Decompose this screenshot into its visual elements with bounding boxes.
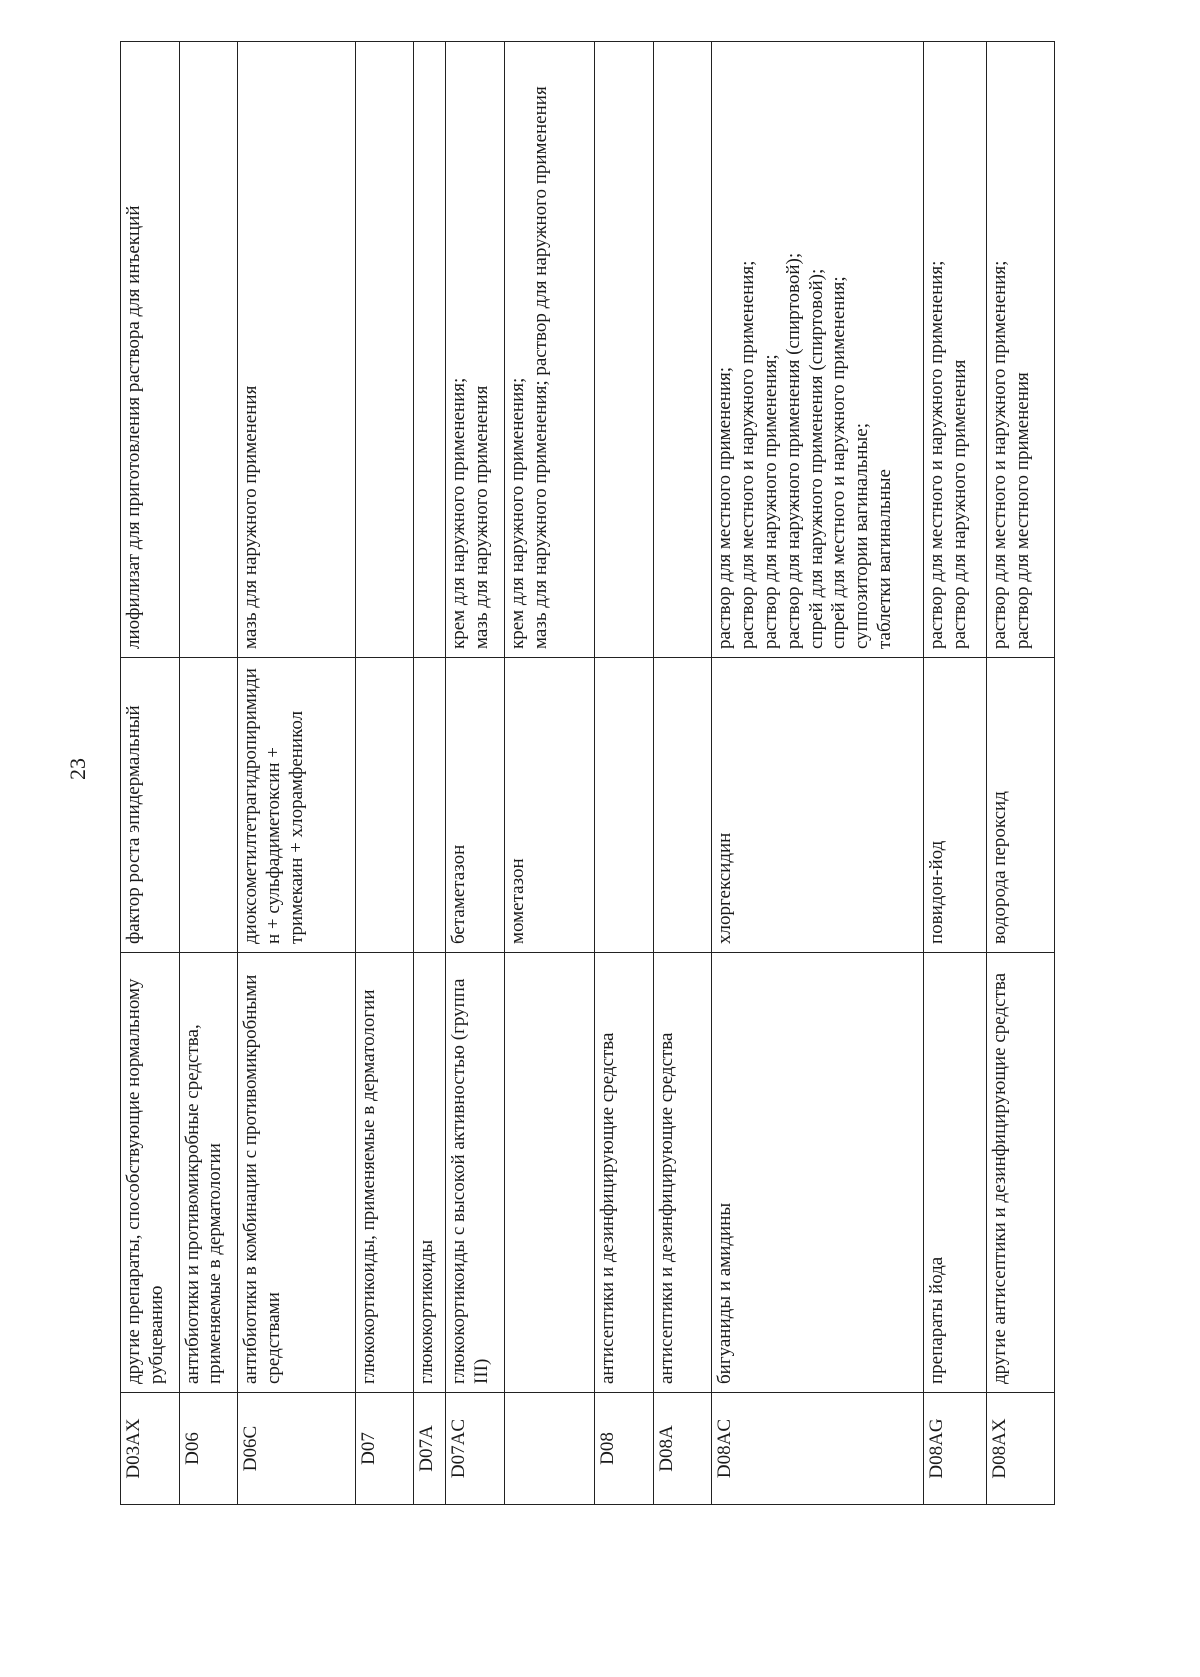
dosage-form-line: мазь для наружного применения (470, 385, 492, 649)
dosage-forms-cell (414, 42, 446, 658)
atc-code-cell: D03AX (121, 1393, 180, 1505)
dosage-form-line: раствор для наружного применения (948, 359, 970, 649)
dosage-forms-cell (355, 42, 414, 658)
dosage-forms-cell (987, 42, 1055, 658)
pharmacological-group-cell: глюкокортикоиды, применяемые в дерматологии (355, 953, 414, 1393)
pharmacological-group-cell: другие антисептики и дезинфицирующие средства (987, 953, 1055, 1393)
dosage-form-line: раствор для местного и наружного применения; (925, 260, 947, 649)
table-row (414, 42, 446, 1505)
pharmacological-group-cell: глюкокортикоиды (414, 953, 446, 1393)
atc-code-cell: D08 (595, 1393, 654, 1505)
dosage-form-line: раствор для местного применения (1011, 372, 1033, 649)
dosage-form-line: крем для наружного применения; (506, 377, 528, 649)
active-substance-cell: бетаметазон (446, 658, 505, 953)
atc-code-cell: D07 (355, 1393, 414, 1505)
active-substance-cell: фактор роста эпидермальный (121, 658, 180, 953)
atc-code-cell: D08AC (712, 1393, 924, 1505)
dosage-forms-cell (712, 42, 924, 658)
atc-code-cell: D08A (653, 1393, 712, 1505)
dosage-form-line: крем для наружного применения; (448, 377, 470, 649)
dosage-forms-cell (504, 42, 594, 658)
drug-table-wrapper (120, 42, 1055, 1505)
pharmacological-group-cell: антибиотики в комбинации с противомикробными средствами (238, 953, 355, 1393)
dosage-forms-cell (595, 42, 654, 658)
atc-code-cell (504, 1393, 594, 1505)
dosage-form-line: раствор для местного применения; (714, 366, 736, 649)
dosage-forms-cell (923, 42, 986, 658)
table-row (653, 42, 712, 1505)
table-row (238, 42, 355, 1505)
pharmacological-group-cell: антисептики и дезинфицирующие средства (653, 953, 712, 1393)
dosage-form-line: мазь для наружного применения; раствор для наружного применения (529, 86, 551, 649)
dosage-form-line: раствор для местного и наружного применения; (989, 260, 1011, 649)
pharmacological-group-cell (504, 953, 594, 1393)
pharmacological-group-cell: антисептики и дезинфицирующие средства (595, 953, 654, 1393)
dosage-form-line: мазь для наружного применения (240, 385, 262, 649)
dosage-form-line: раствор для наружного применения (спиртовой); (782, 252, 804, 649)
dosage-forms-cell (446, 42, 505, 658)
pharmacological-group-cell: препараты йода (923, 953, 986, 1393)
active-substance-cell: диоксометилтетрагидропиримидин + сульфадиметоксин + тримекаин + хлорамфеникол (238, 658, 355, 953)
active-substance-cell: хлоргексидин (712, 658, 924, 953)
dosage-form-line: спрей для местного и наружного применения; (828, 276, 850, 649)
dosage-form-line: лиофилизат для приготовления раствора для инъекций (123, 205, 144, 649)
table-row (179, 42, 238, 1505)
active-substance-cell: мометазон (504, 658, 594, 953)
atc-code-cell: D08AX (987, 1393, 1055, 1505)
dosage-form-line: раствор для наружного применения; (760, 354, 781, 649)
table-row (595, 42, 654, 1505)
active-substance-cell (595, 658, 654, 953)
drug-table (120, 41, 1055, 1505)
active-substance-cell (414, 658, 446, 953)
atc-code-cell: D06C (238, 1393, 355, 1505)
atc-code-cell: D07A (414, 1393, 446, 1505)
dosage-form-line: спрей для наружного применения (спиртовой); (805, 268, 827, 649)
atc-code-cell: D08AG (923, 1393, 986, 1505)
dosage-forms-cell (653, 42, 712, 658)
pharmacological-group-cell: другие препараты, способствующие нормальному рубцеванию (121, 953, 180, 1393)
table-row (121, 42, 180, 1505)
table-row (355, 42, 414, 1505)
pharmacological-group-cell: антибиотики и противомикробные средства, применяемые в дерматологии (179, 953, 238, 1393)
table-row (712, 42, 924, 1505)
active-substance-cell (179, 658, 238, 953)
dosage-forms-cell (121, 42, 180, 658)
dosage-form-line: суппозитории вагинальные; (851, 422, 873, 649)
active-substance-cell: повидон-йод (923, 658, 986, 953)
table-row (504, 42, 594, 1505)
dosage-form-line: раствор для местного и наружного применения; (737, 260, 759, 649)
pharmacological-group-cell: бигуаниды и амидины (712, 953, 924, 1393)
table-row (923, 42, 986, 1505)
active-substance-cell (355, 658, 414, 953)
table-row (987, 42, 1055, 1505)
dosage-forms-cell (179, 42, 238, 658)
drug-table-body (121, 42, 1055, 1505)
table-row (446, 42, 505, 1505)
active-substance-cell (653, 658, 712, 953)
atc-code-cell: D06 (179, 1393, 238, 1505)
active-substance-cell: водорода пероксид (987, 658, 1055, 953)
atc-code-cell: D07AC (446, 1393, 505, 1505)
dosage-forms-cell (238, 42, 355, 658)
page-number: 23 (65, 758, 90, 780)
pharmacological-group-cell: глюкокортикоиды с высокой активностью (группа III) (446, 953, 505, 1393)
dosage-form-line: таблетки вагинальные (873, 469, 895, 649)
